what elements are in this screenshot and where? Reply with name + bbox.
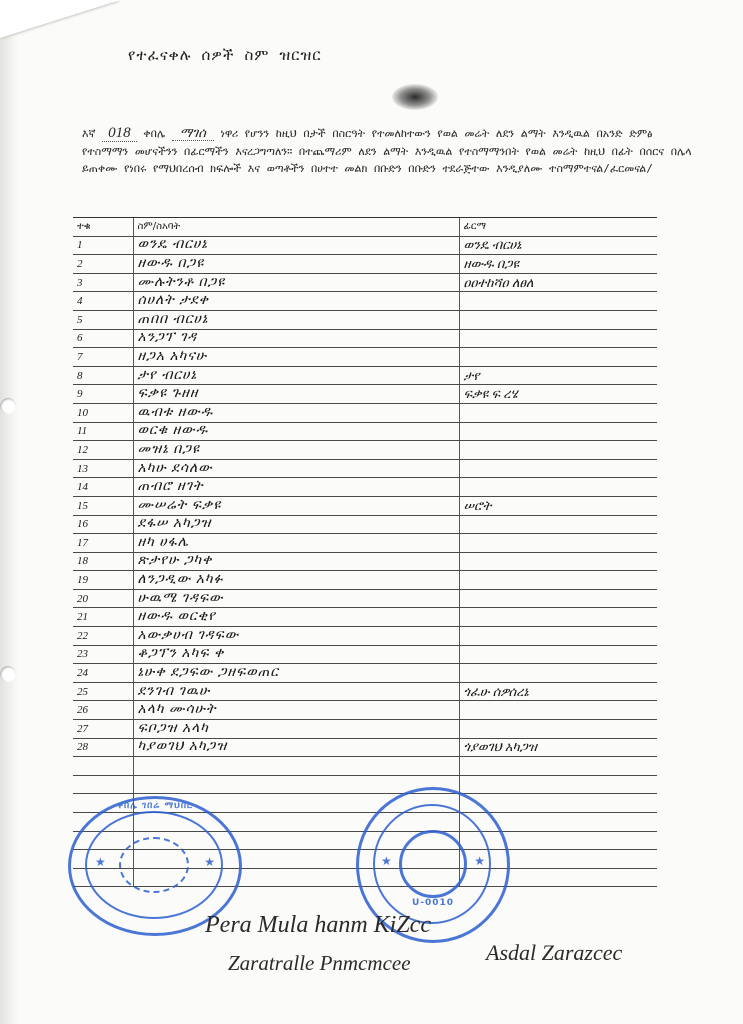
- row-name: አላካ ሙሳሁት: [133, 701, 459, 720]
- row-name: ጽታየሁ ጋካቀ: [133, 552, 459, 571]
- table-row: [73, 589, 657, 608]
- row-number: 7: [73, 348, 133, 367]
- row-name: አካሁ ደሳለው: [133, 459, 459, 478]
- row-name: ዘውዱ ወርቂየ: [133, 608, 459, 627]
- row-number: 23: [73, 645, 133, 664]
- table-row: [73, 422, 657, 441]
- row-name: ጠበበ ብርሀኔ: [133, 310, 459, 329]
- table-row: [73, 478, 657, 497]
- row-name: ዉብቱ ዘውዱ: [133, 403, 459, 422]
- stamp-right-emblem: [399, 830, 467, 898]
- table-row: [73, 348, 657, 367]
- table-row: [73, 645, 657, 664]
- intro-body: ነዋሪ የሆንን ከዚህ በታች በስርዓት የተመለከተውን የወል መሬት ለደን ልማት እንዲዉል በአንድ ድምፅ የተስማማን መሆናችንን በፊርማችን እናረጋግጣለን። በተጨማሪም ለደን ልማት እንዲዉል የተስማማንበት የወል መሬት ከዚህ በፊት በሰርና በሌላ ይጠቀሙ የነበሩ የማህበረሰብ ክፍሎች እና ወጣቶችን በሀተተ መልክ በቡድን በቡድን ተደራጅተው እንዲያለሙ ተስማምተናል/ፈርመናል/: [82, 127, 692, 175]
- row-name: ዘጋአ አካናሁ: [133, 348, 459, 367]
- row-number: 1: [73, 236, 133, 255]
- table-row: [73, 515, 657, 534]
- blank-cell: [459, 775, 657, 794]
- row-name: ካያወገህ አካጋዝ: [133, 738, 459, 757]
- row-number: 3: [73, 273, 133, 292]
- row-number: 17: [73, 534, 133, 553]
- row-name: ሙሠሬት ፍቃዩ: [133, 496, 459, 515]
- row-name: ኔሁቀ ደጋፍው ጋዘፍወጠር: [133, 664, 459, 683]
- table-row: [73, 608, 657, 627]
- table-row: [73, 273, 657, 292]
- row-number: 8: [73, 366, 133, 385]
- row-name: መዝኔ በጋዩ: [133, 441, 459, 460]
- blank-cell: [459, 794, 657, 813]
- row-number: 6: [73, 329, 133, 348]
- blank-cell: [73, 757, 133, 776]
- intro-number: 018: [102, 125, 137, 142]
- row-name: ወንዴ ብርሀኔ: [133, 236, 459, 255]
- ink-smudge: [392, 84, 438, 110]
- row-signature: [459, 348, 657, 367]
- row-signature: [459, 329, 657, 348]
- intro-kebele-label: ቀበሌ: [143, 127, 166, 140]
- table-row: [73, 385, 657, 404]
- row-signature: [459, 589, 657, 608]
- star-icon: ★: [381, 854, 392, 868]
- row-number: 25: [73, 682, 133, 701]
- page-edge-shadow: [0, 0, 18, 1024]
- row-signature: ዐዐተከሻዐ ለፀለ: [459, 273, 657, 292]
- row-signature: [459, 441, 657, 460]
- blank-cell: [459, 757, 657, 776]
- punch-hole-bottom: [0, 666, 16, 682]
- row-number: 26: [73, 701, 133, 720]
- table-row: [73, 366, 657, 385]
- row-number: 15: [73, 496, 133, 515]
- star-icon: ★: [204, 855, 215, 869]
- row-signature: [459, 664, 657, 683]
- row-number: 19: [73, 571, 133, 590]
- row-signature: ፍቃዩ ፍ ረሄ: [459, 385, 657, 404]
- row-number: 12: [73, 441, 133, 460]
- row-number: 27: [73, 720, 133, 739]
- row-name: ታየ ብርሀኔ: [133, 366, 459, 385]
- table-row: [73, 292, 657, 311]
- row-signature: [459, 645, 657, 664]
- row-number: 5: [73, 310, 133, 329]
- row-name: ሙሉትንቶ በጋዩ: [133, 273, 459, 292]
- table-row: [73, 255, 657, 274]
- header-no: ተቁ: [73, 218, 133, 237]
- row-number: 14: [73, 478, 133, 497]
- row-name: ደንገብ ገዉሁ: [133, 682, 459, 701]
- row-name: ዘውዱ በጋዩ: [133, 255, 459, 274]
- row-number: 16: [73, 515, 133, 534]
- row-signature: [459, 608, 657, 627]
- row-signature: [459, 403, 657, 422]
- row-signature: [459, 459, 657, 478]
- table-row: [73, 552, 657, 571]
- punch-hole-top: [0, 398, 16, 414]
- row-number: 9: [73, 385, 133, 404]
- blank-row: [73, 757, 657, 776]
- row-number: 20: [73, 589, 133, 608]
- row-number: 28: [73, 738, 133, 757]
- row-signature: [459, 627, 657, 646]
- blank-row: [73, 775, 657, 794]
- row-name: ጠብሮ ዘገት: [133, 478, 459, 497]
- row-number: 22: [73, 627, 133, 646]
- table-row: [73, 682, 657, 701]
- row-number: 18: [73, 552, 133, 571]
- signature-table: [73, 217, 657, 887]
- row-signature: ሠሮት: [459, 496, 657, 515]
- table-row: [73, 534, 657, 553]
- row-name: አውቃሀብ ገዳፍው: [133, 627, 459, 646]
- header-signature: ፊርማ: [459, 218, 657, 237]
- footer-signature-3: Asdal Zarazcec: [486, 940, 623, 965]
- folded-corner: [0, 0, 120, 38]
- row-signature: ጎያወገህ አካጋዝ: [459, 738, 657, 757]
- row-signature: [459, 422, 657, 441]
- intro-prefix: እኛ: [82, 127, 96, 140]
- row-name: ለንጋዲው አካፉ: [133, 571, 459, 590]
- table-row: [73, 496, 657, 515]
- row-signature: [459, 701, 657, 720]
- row-signature: ዘውዱ በጋዩ: [459, 255, 657, 274]
- table-row: [73, 720, 657, 739]
- row-signature: [459, 292, 657, 311]
- table-row: [73, 329, 657, 348]
- document-title: የተፈናቀሉ ሰዎች ስም ዝርዝር: [128, 46, 322, 64]
- intro-kebele-value: ማገሰ: [172, 125, 214, 141]
- row-name: ቆጋፕን አካፍ ቀ: [133, 645, 459, 664]
- row-signature: [459, 515, 657, 534]
- row-signature: [459, 571, 657, 590]
- row-signature: ታየ: [459, 366, 657, 385]
- table-header-row: [73, 218, 657, 237]
- row-signature: [459, 478, 657, 497]
- table-row: [73, 310, 657, 329]
- table-row: [73, 236, 657, 255]
- row-name: ሁዉሜ ገዳፍው: [133, 589, 459, 608]
- table-row: [73, 701, 657, 720]
- table-row: [73, 441, 657, 460]
- table-row: [73, 627, 657, 646]
- table-row: [73, 738, 657, 757]
- table-row: [73, 571, 657, 590]
- blank-cell: [133, 757, 459, 776]
- row-number: 13: [73, 459, 133, 478]
- star-icon: ★: [474, 854, 485, 868]
- table-row: [73, 403, 657, 422]
- row-number: 21: [73, 608, 133, 627]
- row-number: 10: [73, 403, 133, 422]
- row-name: ደፋሠ አካጋዝ: [133, 515, 459, 534]
- row-number: 4: [73, 292, 133, 311]
- footer-signature-2: Zaratralle Pnmcmcee: [228, 951, 411, 975]
- header-name: ስም/ስአባት: [133, 218, 459, 237]
- row-signature: ወንዴ ብርሀኔ: [459, 236, 657, 255]
- row-name: ዘካ ሀፋሌ: [133, 534, 459, 553]
- row-signature: [459, 720, 657, 739]
- stamp-left-emblem: [119, 837, 189, 893]
- stamp-left-text: ቀበሌ ገበሬ ማህበር: [117, 801, 193, 811]
- footer-signature-1: Pera Mula hanm KiZcc: [205, 912, 431, 938]
- table-row: [73, 459, 657, 478]
- stamp-right-text: U-0010: [411, 898, 455, 908]
- intro-paragraph: [82, 124, 692, 178]
- table-row: [73, 664, 657, 683]
- row-number: 11: [73, 422, 133, 441]
- row-name: አንጋፕ ገዳ: [133, 329, 459, 348]
- row-name: ወርቁ ዘውዱ: [133, 422, 459, 441]
- row-name: ሰሀለት ታደቀ: [133, 292, 459, 311]
- star-icon: ★: [95, 855, 106, 869]
- row-signature: ጎፈሁ ሰዎሰረኔ: [459, 682, 657, 701]
- row-name: ፍቃዩ ጉዘዘ: [133, 385, 459, 404]
- blank-cell: [73, 775, 133, 794]
- row-signature: [459, 534, 657, 553]
- row-signature: [459, 310, 657, 329]
- row-signature: [459, 552, 657, 571]
- table-body: [73, 236, 657, 887]
- row-number: 24: [73, 664, 133, 683]
- row-name: ፍቦጋዝ አላካ: [133, 720, 459, 739]
- row-number: 2: [73, 255, 133, 274]
